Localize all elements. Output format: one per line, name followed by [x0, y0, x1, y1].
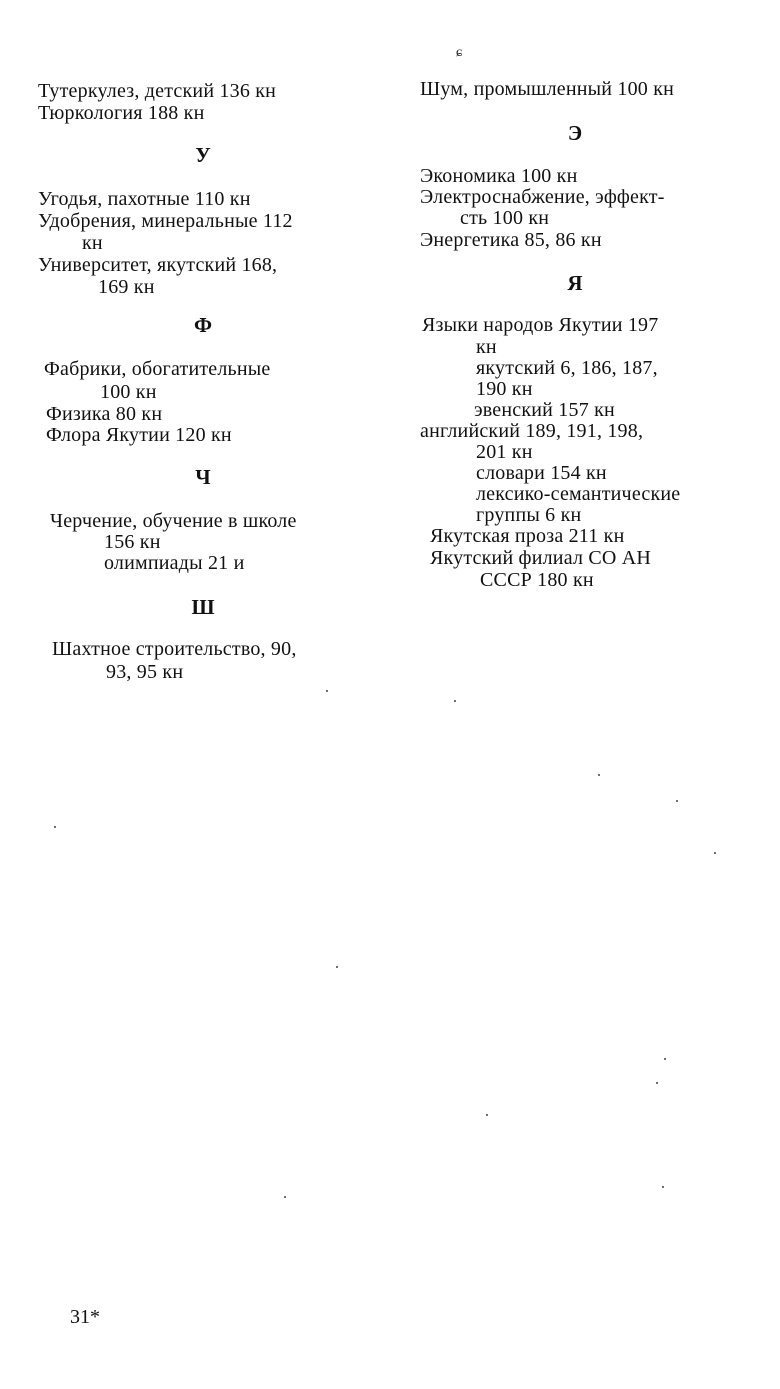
entry-line: Черчение, обучение в школе	[50, 510, 297, 532]
entry-line: 156 кн	[104, 531, 161, 553]
entry-line: Флора Якутии 120 кн	[46, 424, 232, 446]
entry-line: Тюркология 188 кн	[38, 102, 205, 124]
section-heading: Э	[567, 121, 583, 145]
scan-speck	[598, 774, 600, 776]
entry-line: Тутеркулез, детский 136 кн	[38, 80, 277, 102]
entry-line: группы 6 кн	[476, 504, 582, 526]
entry-line: СССР 180 кн	[480, 569, 594, 591]
section-heading: Ш	[191, 595, 215, 619]
entry-line: Якутская проза 211 кн	[430, 525, 625, 547]
scan-speck	[664, 1058, 666, 1060]
entry-line: Физика 80 кн	[46, 403, 163, 425]
entry-line: Экономика 100 кн	[420, 165, 578, 187]
entry-line: Шахтное строительство, 90,	[52, 638, 297, 660]
entry-line: Угодья, пахотные 110 кн	[38, 188, 251, 210]
entry-line: лексико-семантические	[476, 483, 681, 505]
scan-speck	[454, 700, 456, 702]
scan-speck	[54, 826, 56, 828]
section-heading: Я	[567, 271, 583, 295]
entry-line: сть 100 кн	[460, 207, 550, 229]
entry-line: Энергетика 85, 86 кн	[420, 229, 602, 251]
scan-speck	[326, 690, 328, 692]
entry-line: Электроснабжение, эффект-	[420, 186, 665, 208]
entry-line: словари 154 кн	[476, 462, 607, 484]
entry-line: эвенский 157 кн	[474, 399, 615, 421]
entry-line: Фабрики, обогатительные	[44, 358, 271, 380]
entry-line: 93, 95 кн	[106, 661, 184, 683]
scan-speck	[662, 1186, 664, 1188]
scan-speck	[336, 966, 338, 968]
entry-line: 201 кн	[476, 441, 533, 463]
entry-line: Шум, промышленный 100 кн	[420, 78, 675, 100]
entry-line: Языки народов Якутии 197	[422, 314, 659, 336]
entry-line: Университет, якутский 168,	[38, 254, 278, 276]
section-heading: Ф	[193, 313, 213, 337]
scan-speck	[284, 1196, 286, 1198]
entry-line: английский 189, 191, 198,	[420, 420, 644, 442]
entry-line: кн	[82, 232, 103, 254]
entry-line: Якутский филиал СО АН	[430, 547, 652, 569]
top-mark: ɕ	[456, 45, 463, 60]
entry-line: Удобрения, минеральные 112	[38, 210, 293, 232]
scan-speck	[676, 800, 678, 802]
entry-line: 169 кн	[98, 276, 155, 298]
scan-speck	[656, 1082, 658, 1084]
scan-speck	[714, 852, 716, 854]
entry-line: олимпиады 21 и	[104, 552, 245, 574]
section-heading: Ч	[195, 465, 211, 489]
page-number: 31*	[70, 1306, 100, 1328]
entry-line: якутский 6, 186, 187,	[476, 357, 658, 379]
section-heading: У	[195, 143, 211, 167]
entry-line: 100 кн	[100, 381, 157, 403]
entry-line: кн	[476, 336, 497, 358]
entry-line: 190 кн	[476, 378, 533, 400]
scan-speck	[486, 1114, 488, 1116]
